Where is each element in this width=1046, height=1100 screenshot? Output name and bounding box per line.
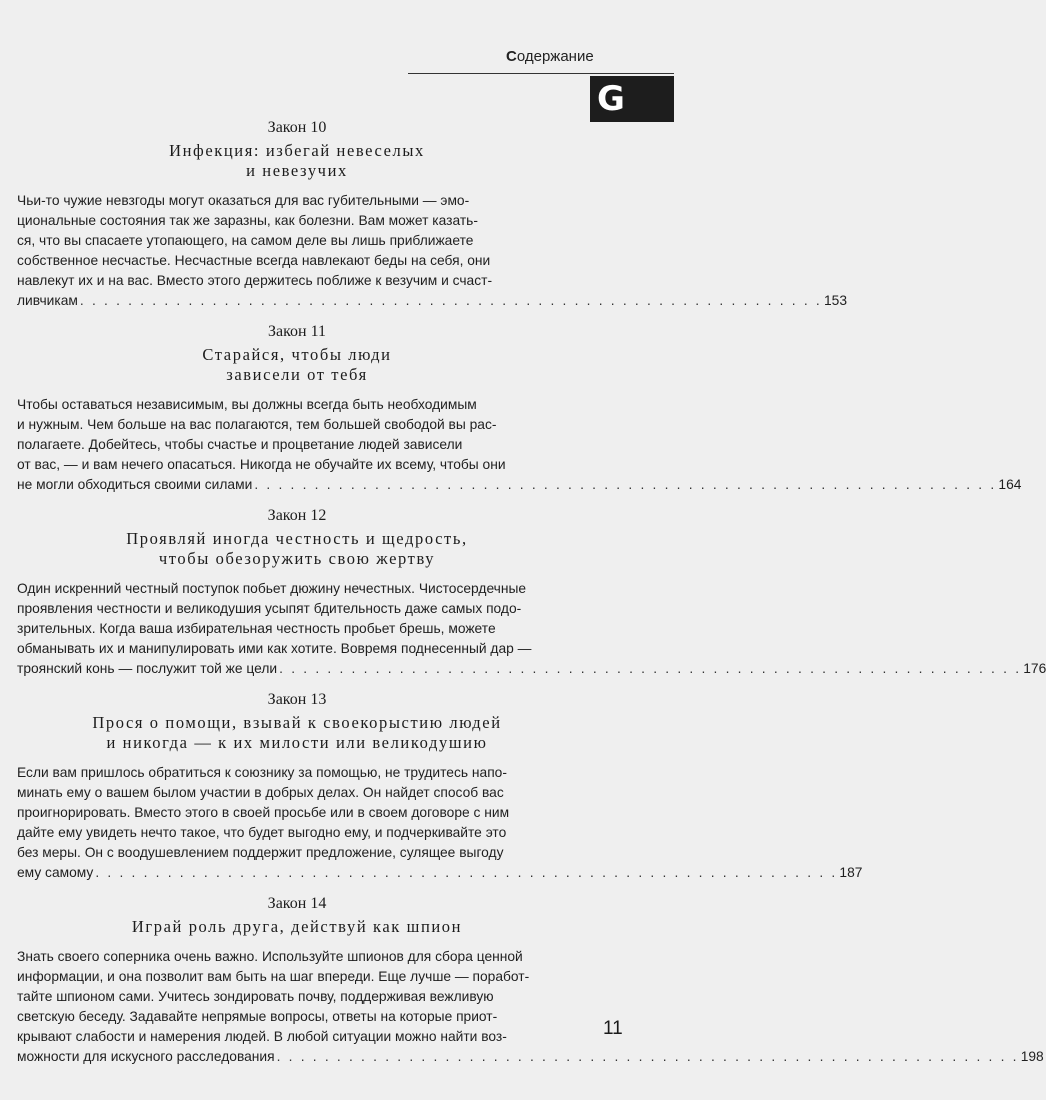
law-description — [17, 579, 1046, 679]
law-title-line: и никогда — к их милости или великодушию — [106, 733, 488, 752]
law-description — [17, 763, 863, 883]
description-line: Если вам пришлось обратиться к союзнику за помощью, не трудитесь напо- — [17, 765, 507, 780]
description-line: троянский конь — послужит той же цели — [17, 661, 278, 676]
table-of-contents — [17, 118, 1046, 1078]
description-line: ся, что вы спасаете утопающего, на самом деле вы лишь приближаете — [17, 233, 474, 248]
page-reference[interactable]: 187 — [839, 865, 863, 880]
law-title — [17, 141, 577, 181]
law-title-line: Старайся, чтобы люди — [202, 345, 392, 364]
section-tab — [590, 76, 674, 122]
description-line: ливчикам — [17, 293, 78, 308]
law-title — [17, 345, 577, 385]
dot-leader: . . . . . . . . . . . . . . . . . . . . . . . . . . . . . . . . . . . . . . . . . . . . . . . . . . . . . . . . . . . . . . — [276, 1049, 1019, 1064]
header-rule — [408, 73, 674, 74]
header-text: одержание — [516, 48, 594, 65]
description-last-line — [17, 659, 1046, 679]
law-title-line: зависели от тебя — [226, 365, 368, 384]
description-line: проигнорировать. Вместо этого в своей просьбе или в своем договоре с ним — [17, 805, 510, 820]
description-line: собственное несчастье. Несчастные всегда навлекают беды на себя, они — [17, 253, 491, 268]
description-line: зрительных. Когда ваша избирательная честность пробьет брешь, можете — [17, 621, 496, 636]
running-header — [506, 48, 594, 65]
description-last-line — [17, 863, 863, 883]
description-line: ему самому — [17, 865, 94, 880]
description-line: крывают слабости и намерения людей. В любой ситуации можно найти воз- — [17, 1029, 507, 1044]
description-line: дайте ему увидеть нечто такое, что будет выгодно ему, и подчеркивайте это — [17, 825, 507, 840]
toc-entry — [17, 322, 1022, 495]
law-description — [17, 191, 847, 311]
description-line: обманывать их и манипулировать ими как хотите. Вовремя поднесенный дар — — [17, 641, 532, 656]
description-line: Чьи-то чужие невзгоды могут оказаться для вас губительными — эмо- — [17, 193, 470, 208]
dot-leader: . . . . . . . . . . . . . . . . . . . . . . . . . . . . . . . . . . . . . . . . . . . . . . . . . . . . . . . . . . . . . . — [279, 661, 1022, 676]
description-line: от вас, — и вам нечего опасаться. Никогда не обучайте их всему, чтобы они — [17, 457, 506, 472]
law-number: Закон 14 — [267, 895, 327, 912]
description-line: светскую беседу. Задавайте непрямые вопросы, ответы на которые приот- — [17, 1009, 498, 1024]
description-line: Один искренний честный поступок побьет дюжину нечестных. Чистосердечные — [17, 581, 527, 596]
page-reference[interactable]: 153 — [823, 293, 847, 308]
toc-entry — [17, 118, 847, 311]
description-line: можности для искусного расследования — [17, 1049, 275, 1064]
dot-leader: . . . . . . . . . . . . . . . . . . . . . . . . . . . . . . . . . . . . . . . . . . . . . . . . . . . . . . . . . . . . . . — [79, 293, 822, 308]
header-initial: С — [506, 48, 517, 65]
description-last-line — [17, 291, 847, 311]
section-tab-letter: G — [597, 79, 625, 119]
law-description — [17, 395, 1022, 495]
description-line: информации, и она позволит вам быть на шаг впереди. Еще лучше — поработ- — [17, 969, 530, 984]
law-title-line: чтобы обезоружить свою жертву — [158, 549, 436, 568]
law-title-line: Играй роль друга, действуй как шпион — [131, 917, 463, 936]
dot-leader: . . . . . . . . . . . . . . . . . . . . . . . . . . . . . . . . . . . . . . . . . . . . . . . . . . . . . . . . . . . . . . — [95, 865, 838, 880]
law-number: Закон 11 — [267, 323, 327, 340]
page-reference[interactable]: 164 — [998, 477, 1022, 492]
law-number: Закон 12 — [267, 507, 327, 524]
dot-leader: . . . . . . . . . . . . . . . . . . . . . . . . . . . . . . . . . . . . . . . . . . . . . . . . . . . . . . . . . . . . . . — [254, 477, 997, 492]
description-line: навлекут их и на вас. Вместо этого держитесь поближе к везучим и счаст- — [17, 273, 493, 288]
description-line: и нужным. Чем больше на вас полагаются, тем большей свободой вы рас- — [17, 417, 497, 432]
law-number: Закон 10 — [267, 119, 327, 136]
page-reference[interactable]: 176 — [1023, 661, 1046, 676]
description-line: циональные состояния так же заразны, как болезни. Вам может казать- — [17, 213, 478, 228]
description-line: Знать своего соперника очень важно. Используйте шпионов для сбора ценной — [17, 949, 523, 964]
law-title — [17, 917, 577, 937]
law-title-line: Прося о помощи, взывай к своекорыстию людей — [92, 713, 502, 732]
description-line: минать ему о вашем былом участии в добрых делах. Он найдет способ вас — [17, 785, 504, 800]
description-line: полагаете. Добейтесь, чтобы счастье и процветание людей зависели — [17, 437, 463, 452]
law-title-line: Проявляй иногда честность и щедрость, — [126, 529, 468, 548]
law-title-line: и невезучих — [246, 161, 348, 180]
description-line: Чтобы оставаться независимым, вы должны всегда быть необходимым — [17, 397, 477, 412]
description-last-line — [17, 475, 1022, 495]
description-line: проявления честности и великодушия усыпят бдительность даже самых подо- — [17, 601, 522, 616]
law-title — [17, 529, 577, 569]
law-title-line: Инфекция: избегай невеселых — [169, 141, 425, 160]
description-line: тайте шпионом сами. Учитесь зондировать почву, поддерживая вежливую — [17, 989, 494, 1004]
page-number: 11 — [603, 1018, 623, 1039]
description-line: не могли обходиться своими силами — [17, 477, 253, 492]
law-number: Закон 13 — [267, 691, 327, 708]
law-title — [17, 713, 577, 753]
description-last-line — [17, 1047, 1044, 1067]
page-reference[interactable]: 198 — [1020, 1049, 1044, 1064]
toc-entry — [17, 690, 863, 883]
toc-entry — [17, 506, 1046, 679]
description-line: без меры. Он с воодушевлением поддержит предложение, сулящее выгоду — [17, 845, 504, 860]
